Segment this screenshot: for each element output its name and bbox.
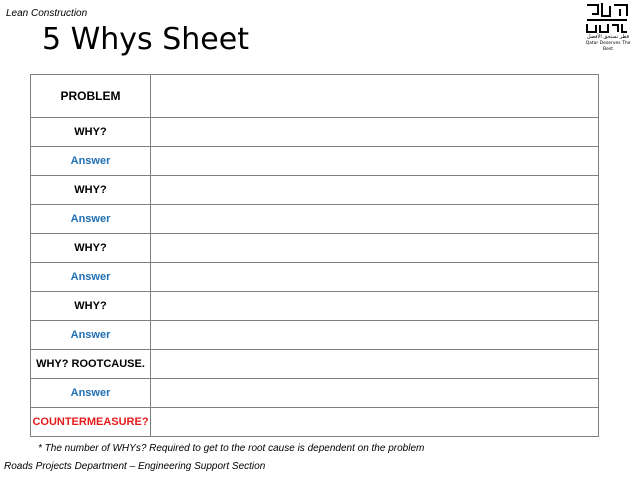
- answer-label: Answer: [31, 263, 151, 292]
- ashghal-logo-icon: [584, 2, 630, 34]
- answer-label: Answer: [31, 147, 151, 176]
- table-row: [31, 379, 599, 408]
- problem-input-cell[interactable]: [151, 75, 599, 118]
- why-input-cell[interactable]: [151, 118, 599, 147]
- why-input-cell[interactable]: [151, 350, 599, 379]
- problem-row: [31, 75, 599, 118]
- page-title: 5 Whys Sheet: [42, 22, 249, 57]
- why-input-cell[interactable]: [151, 292, 599, 321]
- answer-input-cell[interactable]: [151, 321, 599, 350]
- logo-arabic-text: قطر تستحق الأفضل: [587, 34, 629, 40]
- table-row: [31, 118, 599, 147]
- why-input-cell[interactable]: [151, 234, 599, 263]
- table-row: [31, 408, 599, 437]
- table-row: [31, 263, 599, 292]
- five-whys-table: [30, 74, 599, 437]
- answer-input-cell[interactable]: [151, 147, 599, 176]
- table-row: [31, 205, 599, 234]
- footer-department: Roads Projects Department – Engineering Support Section: [4, 461, 266, 472]
- logo-tagline: Qatar Deserves The Best: [585, 41, 631, 52]
- answer-label: Answer: [31, 379, 151, 408]
- why-label: WHY?: [31, 176, 151, 205]
- section-label: Lean Construction: [6, 8, 88, 19]
- table-row: [31, 147, 599, 176]
- answer-input-cell[interactable]: [151, 205, 599, 234]
- table-row: [31, 350, 599, 379]
- table-row: [31, 292, 599, 321]
- answer-input-cell[interactable]: [151, 263, 599, 292]
- footnote: * The number of WHYs? Required to get to the root cause is dependent on the problem: [38, 443, 425, 454]
- answer-label: Answer: [31, 205, 151, 234]
- table-row: [31, 321, 599, 350]
- table-row: [31, 234, 599, 263]
- counter-input-cell[interactable]: [151, 408, 599, 437]
- why-label: WHY?: [31, 292, 151, 321]
- why-label: WHY?: [31, 118, 151, 147]
- answer-input-cell[interactable]: [151, 379, 599, 408]
- answer-label: Answer: [31, 321, 151, 350]
- why-label: WHY? ROOTCAUSE.: [31, 350, 151, 379]
- ashghal-logo: [582, 2, 634, 52]
- table-row: [31, 176, 599, 205]
- countermeasure-label: COUNTERMEASURE?: [31, 408, 151, 437]
- problem-label: PROBLEM: [31, 75, 151, 118]
- why-input-cell[interactable]: [151, 176, 599, 205]
- why-label: WHY?: [31, 234, 151, 263]
